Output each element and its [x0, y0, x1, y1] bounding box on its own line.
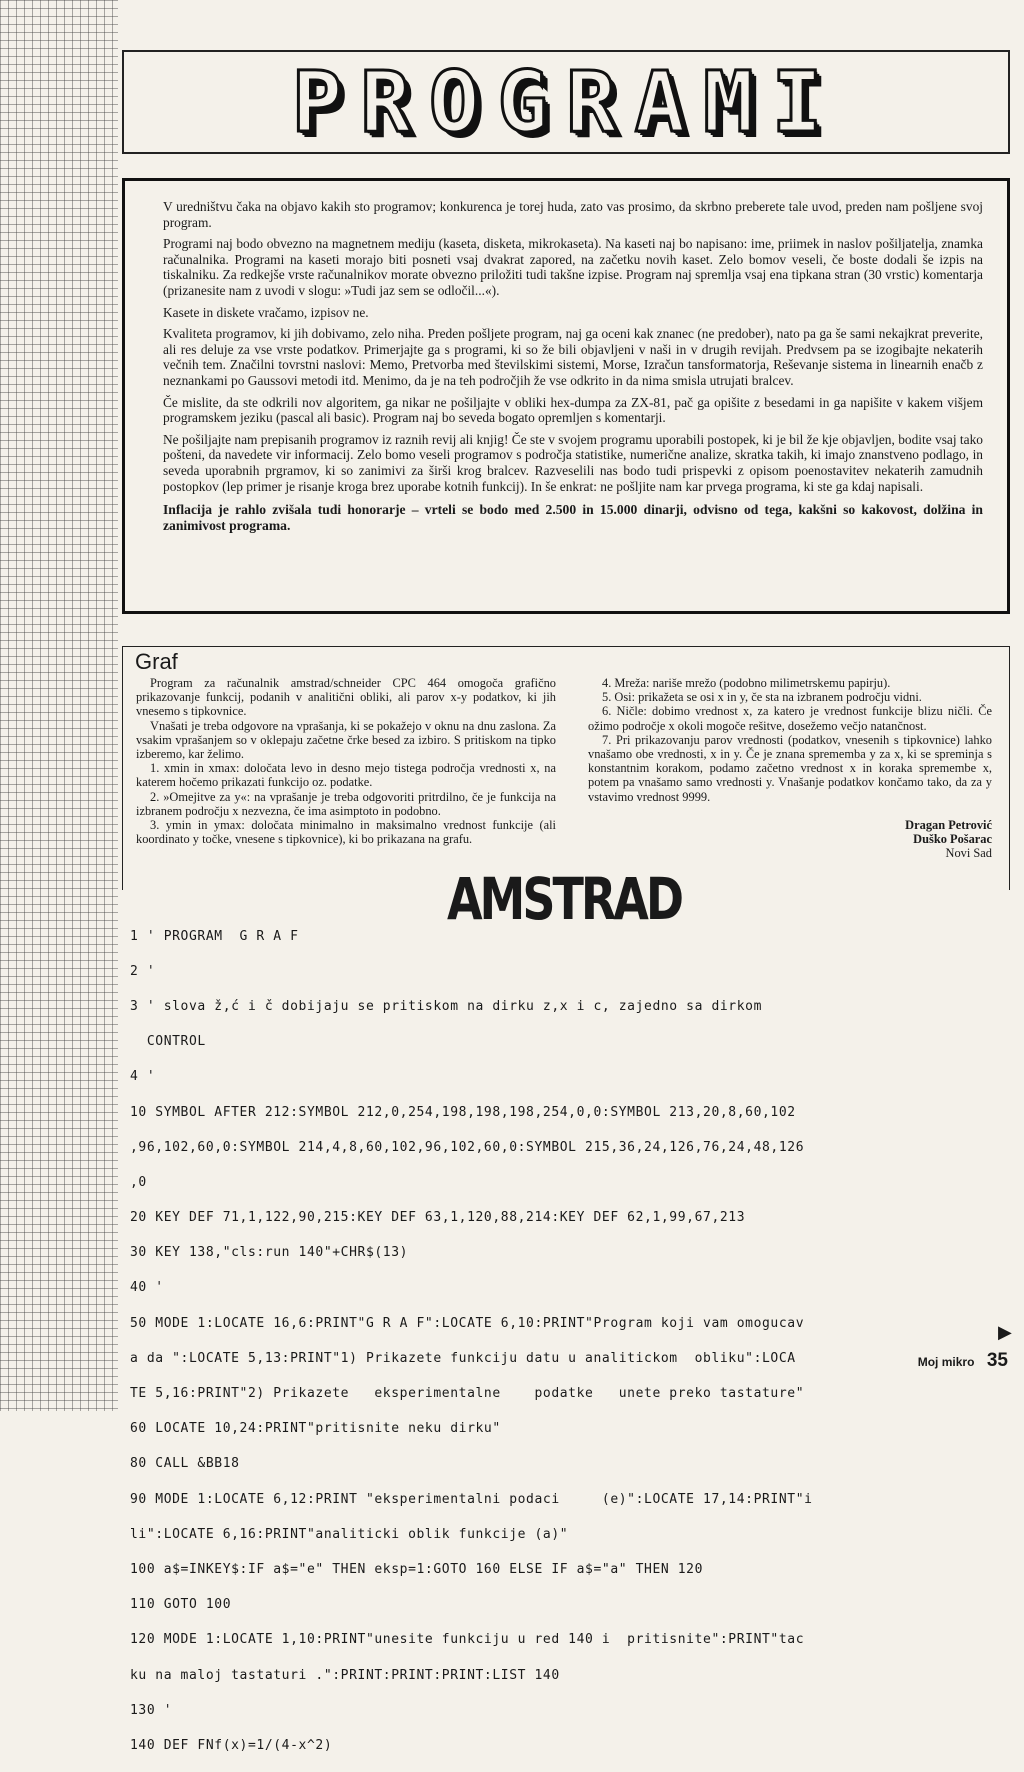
- code-line: 3 ' slova ž,ć i č dobijaju se pritiskom na dirku z,x i c, zajedno sa dirkom: [130, 998, 762, 1014]
- code-line: 20 KEY DEF 71,1,122,90,215:KEY DEF 63,1,120,88,214:KEY DEF 62,1,99,67,213: [130, 1210, 746, 1226]
- honorarium-note: Inflacija je rahlo zvišala tudi honorarje – vrteli se bodo med 2.500 in 15.000 dinarji, odvisno od tega, kakšni so kakovost, dolžina in zanimivost programa.: [163, 502, 983, 533]
- intro-paragraph: V uredništvu čaka na objavo kakih sto programov; konkurenca je torej huda, zato vas prosimo, da skrbno preberete tale uvod, preden nam pošljene svoj program.: [163, 199, 983, 230]
- code-line: ,0: [130, 1174, 147, 1190]
- continue-arrow-icon: ▶: [998, 1322, 1012, 1342]
- graph-paper-margin: [0, 0, 118, 1411]
- code-line: 120 MODE 1:LOCATE 1,10:PRINT"unesite funkciju u red 140 i pritisnite":PRINT"tac: [130, 1632, 805, 1648]
- intro-paragraph: Kasete in diskete vračamo, izpisov ne.: [163, 304, 369, 320]
- code-line: 1 ' PROGRAM G R A F: [130, 928, 299, 944]
- intro-paragraph: Ne pošiljajte nam prepisanih programov iz raznih revij ali knjig! Če ste v svojem programu uporabili postopek, ki je bil že kje objavljen, bodite vsaj tako pošteni, da navedete vir informacij. Zelo bomo veseli programov s področja statistike, numerične analize, skratka takih, ki imajo znanstveno podlago, in seveda uporabnih prgramov, ki so zanimivi za širši krog bralcev. Razveselili nas bodo tudi prispevki z opisom poenostavitev nekaterih zamudnih postopkov (lep primer je risanje kroga brez uporabe kotnih funkcij). In še enkrat: ne pošljite nam kar prvega programa, ki ste ga kdaj napisali.: [163, 431, 983, 494]
- code-line: 10 SYMBOL AFTER 212:SYMBOL 212,0,254,198,198,198,254,0,0:SYMBOL 213,20,8,60,102: [130, 1104, 796, 1120]
- code-line: 110 GOTO 100: [130, 1597, 232, 1613]
- intro-paragraph: Programi naj bodo obvezno na magnetnem mediju (kaseta, disketa, mikrokaseta). Na kaseti naj bo napisano: ime, priimek in naslov pošiljatelja, znamka računalnika. Programi na kaseti morajo biti posneti vsaj dvakrat zapored, na začetku novih kaset. Zelo bomov veseli, če boste dodali še izpis na tiskalniku. Za redkejše vrste računalnikov morate obvezno priložiti tudi takšne izpise. Program naj spremlja vsaj ena tipkana stran (30 vrstic) komentarja (prizanesite nam z uvodi v slogu: »Tudi jaz sem se odločil...«).: [163, 236, 983, 298]
- code-line: 40 ': [130, 1280, 164, 1296]
- intro-paragraph: Če mislite, da ste odkrili nov algoritem, ga nikar ne pošiljajte v obliki hex-dumpa za ZX-81, pač ga opišite z besedami in ga napišite v kakem višjem programskem jeziku (pascal ali basic). Program naj bo seveda bogato opremljen s komentarji.: [163, 394, 983, 426]
- code-line: ,96,102,60,0:SYMBOL 214,4,8,60,102,96,102,60,0:SYMBOL 215,36,24,126,76,24,48,126: [130, 1139, 805, 1155]
- page-number: 35: [986, 1350, 1008, 1371]
- article-paragraph: 3. ymin in ymax: določata minimalno in maksimalno vrednost funkcije (ali koordinato y točke, vnesene s tipkovnice), ki bo prikazana na grafu.: [136, 818, 556, 847]
- article-paragraph: 1. xmin in xmax: določata levo in desno mejo tistega področja vrednosti x, na katerem hočemo prikazati funkcijo oz. podatke.: [136, 761, 556, 790]
- code-line: 90 MODE 1:LOCATE 6,12:PRINT "eksperimentalni podaci (e)":LOCATE 17,14:PRINT"i: [130, 1491, 813, 1507]
- article-title: Graf: [135, 649, 178, 674]
- code-line: 80 CALL &BB18: [130, 1456, 240, 1472]
- article-left-column: [136, 676, 556, 846]
- author-name: Duško Pošarac: [913, 832, 992, 847]
- basic-listing: [130, 910, 1000, 1772]
- magazine-name: Moj mikro: [917, 1355, 975, 1369]
- article-paragraph: Vnašati je treba odgovore na vprašanja, ki se pokažejo v oknu na dnu zaslona. Za vsakim vprašanjem so v oklepaju začetne črke besed za izbiro. S pritiskom na tipko izberemo, kar želimo.: [136, 718, 556, 762]
- author-place: Novi Sad: [945, 846, 992, 861]
- code-line: a da ":LOCATE 5,13:PRINT"1) Prikazete funkciju datu u analitickom obliku":LOCA: [130, 1350, 796, 1366]
- code-line: 60 LOCATE 10,24:PRINT"pritisnite neku dirku": [130, 1421, 501, 1437]
- section-title-box: [122, 50, 1010, 154]
- code-line: 50 MODE 1:LOCATE 16,6:PRINT"G R A F":LOCATE 6,10:PRINT"Program koji vam omogucav: [130, 1315, 805, 1331]
- code-line: 130 ': [130, 1702, 173, 1718]
- code-line: li":LOCATE 6,16:PRINT"analiticki oblik funkcije (a)": [130, 1526, 569, 1542]
- section-title: PROGRAMI: [291, 53, 841, 151]
- code-line: CONTROL: [130, 1034, 206, 1050]
- article-paragraph: 4. Mreža: nariše mrežo (podobno milimetrskemu papirju).: [602, 676, 891, 690]
- article-paragraph: 7. Pri prikazovanju parov vrednosti (podatkov, vnesenih s tipkovnice) lahko vnašamo obe vrednosti, x in y. Če je znana sprememba y za x, ki se spreminja s konstantnim korakom, podamo začetno vrednost x in koraka spremembe x, potem pa vnašamo samo vrednosti y. Vnašanje podatkov končamo tako, da za y vstavimo vrednost 9999.: [588, 732, 992, 804]
- author-name: Dragan Petrović: [905, 817, 992, 832]
- author-signature: [588, 818, 992, 861]
- code-line: TE 5,16:PRINT"2) Prikazete eksperimentalne podatke unete preko tastature": [130, 1386, 805, 1402]
- intro-paragraph: Kvaliteta programov, ki jih dobivamo, zelo niha. Preden pošljete program, naj ga oceni kak znanec (ne predober), nato pa ga še sami nekajkrat preverite, ali res deluje za vse vrste podatkov. Primerjajte ga s programi, ki so že bili objavljeni v naši in v drugih revijah. Predvsem pa se izogibajte nekaterih večnih tem. Značilni tovrstni naslovi: Memo, Pretvorba med številskimi sistemi, Morse, Izračun tansformatorja, Reševanje sistema in linearnih enačb z neznankami po Gaussovi metodi itd. Menimo, da je na teh področjih že vse odkrito in da nima smisla utrujati bralcev.: [163, 326, 983, 388]
- code-line: 30 KEY 138,"cls:run 140"+CHR$(13): [130, 1245, 409, 1261]
- page-footer: [918, 1350, 1008, 1372]
- code-line: 140 DEF FNf(x)=1/(4-x^2): [130, 1737, 333, 1753]
- submission-guidelines-box: [122, 178, 1010, 614]
- article-paragraph: Program za računalnik amstrad/schneider CPC 464 omogoča grafično prikazovanje funkcij, podanih v analitični obliki, ali parov x-y podatkov, ki jih vnesemo s tipkovnice.: [136, 676, 556, 719]
- article-paragraph: 5. Osi: prikažeta se osi x in y, če sta na izbranem področju vidni.: [602, 690, 922, 705]
- code-line: 2 ': [130, 963, 156, 979]
- amstrad-logo: AMSTRAD: [446, 865, 682, 933]
- code-line: ku na maloj tastaturi .":PRINT:PRINT:PRINT:LIST 140: [130, 1667, 560, 1683]
- article-right-column: [588, 676, 992, 860]
- code-line: 100 a$=INKEY$:IF a$="e" THEN eksp=1:GOTO 160 ELSE IF a$="a" THEN 120: [130, 1561, 704, 1577]
- article-paragraph: 6. Ničle: dobimo vrednost x, za katero je vrednost funkcije blizu ničli. Če ožimo področje x okoli mogoče rešitve, dosežemo večjo natančnost.: [588, 704, 992, 733]
- code-line: 4 ': [130, 1069, 156, 1085]
- article-paragraph: 2. »Omejitve za y«: na vprašanje je treba odgovoriti pritrdilno, če je funkcija na izbranem področju x nezvezna, če ima asimptoto in podobno.: [136, 789, 556, 818]
